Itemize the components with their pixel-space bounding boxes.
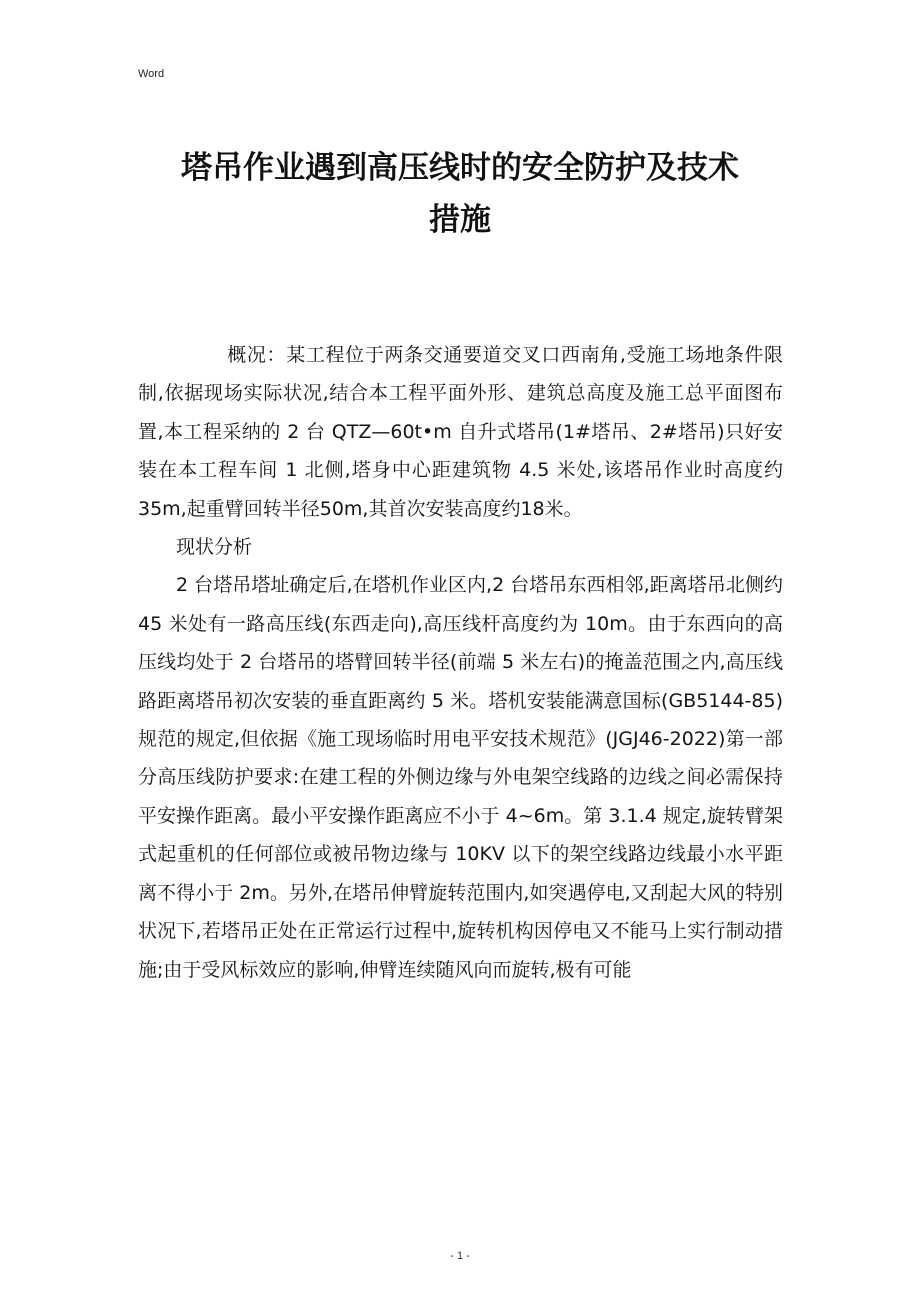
paragraph-analysis: 2 台塔吊塔址确定后,在塔机作业区内,2 台塔吊东西相邻,距离塔吊北侧约 45 米处有一路高压线(东西走向),高压线杆高度约为 10m。由于东西向的高压线均处于 2 台塔吊的塔臂回转半径(前端 5 米左右)的掩盖范围之内,高压线路距离塔吊初次安装的垂直距离约 5 米。塔机安装能满意国标(GB5144-85)规范的规定,但依据《施工现场临时用电平安技术规范》(JGJ46-2022)第一部分高压线防护要求:在建工程的外侧边缘与外电架空线路的边线之间必需保持平安操作距离。最小平安操作距离应不小于 4~6m。第 3.1.4 规定,旋转臂架式起重机的任何部位或被吊物边缘与 10KV 以下的架空线路边线最小水平距离不得小于 2m。另外,在塔吊伸臂旋转范围内,如突遇停电,又刮起大风的特别状况下,若塔吊正处在正常运行过程中,旋转机构因停电又不能马上实行制动措施;由于受风标效应的影响,伸臂连续随风向而旋转,极有可能 <box>138 574 783 981</box>
section-heading-current-analysis: 现状分析 <box>176 536 253 559</box>
document-body <box>138 336 783 989</box>
document-title-line-2: 措施 <box>429 202 491 238</box>
document-title-line-1: 塔吊作业遇到高压线时的安全防护及技术 <box>181 150 739 186</box>
page-number: - 1 - <box>450 1250 470 1262</box>
document-title <box>100 142 820 246</box>
document-header-label: Word <box>138 68 165 80</box>
paragraph-overview: 概况：某工程位于两条交通要道交叉口西南角,受施工场地条件限制,依据现场实际状况,结合本工程平面外形、建筑总高度及施工总平面图布置,本工程采纳的 2 台 QTZ—60t•m 自升式塔吊(1#塔吊、2#塔吊)只好安装在本工程车间 1 北侧,塔身中心距建筑物 4.5 米处,该塔吊作业时高度约35m,起重臂回转半径50m,其首次安装高度约18米。 <box>138 344 783 520</box>
